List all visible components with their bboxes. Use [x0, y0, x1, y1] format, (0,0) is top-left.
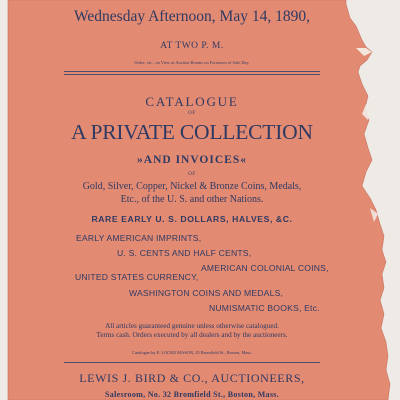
lot-rare-dollars: RARE EARLY U. S. DOLLARS, HALVES, &C. — [91, 214, 293, 224]
lot-books: NUMISMATIC BOOKS, Etc. — [209, 303, 320, 313]
terms-line-1: All articles guaranteed genuine unless otherwise catalogued. — [105, 322, 279, 330]
lot-washington: WASHINGTON COINS AND MEDALS, — [129, 288, 284, 298]
lot-colonial: AMERICAN COLONIAL COINS, — [201, 263, 329, 273]
lot-cents: U. S. CENTS AND HALF CENTS, — [117, 248, 252, 258]
divider-rule-bottom — [64, 362, 320, 363]
sale-date: Wednesday Afternoon, May 14, 1890, — [74, 8, 310, 25]
description-line-1: Gold, Silver, Copper, Nickel & Bronze Coins, Medals, — [82, 181, 302, 192]
invoices-heading: »AND INVOICES« — [137, 154, 247, 166]
salesroom-address: Salesroom, No. 32 Bromfield St., Boston, Mass. — [105, 390, 279, 399]
viewing-note: Order, etc., on View at Auction Rooms on Forenoon of Sale Day. — [134, 60, 250, 65]
auctioneer-name: LEWIS J. BIRD & CO., AUCTIONEERS, — [79, 371, 305, 385]
sale-time: AT TWO P. M. — [160, 41, 224, 51]
lot-currency: UNITED STATES CURRENCY, — [75, 272, 199, 282]
divider-rule-top — [64, 71, 320, 72]
description-line-2: Etc., of the U. S. and other Nations. — [120, 194, 264, 205]
divider-rule-top-2 — [64, 74, 320, 75]
of-label-2: OF — [188, 172, 196, 177]
catalogue-heading: CATALOGUE — [145, 94, 239, 109]
lot-imprints: EARLY AMERICAN IMPRINTS, — [76, 233, 202, 243]
catalogued-by: Catalogue by E. LOCKE MASON, 25 Bromfield St., Boston, Mass. — [132, 350, 252, 355]
terms-line-2: Terms cash. Orders executed by all dealers and by the auctioneers. — [96, 331, 288, 339]
collection-title: A PRIVATE COLLECTION — [71, 120, 313, 144]
of-label: OF — [188, 111, 196, 116]
